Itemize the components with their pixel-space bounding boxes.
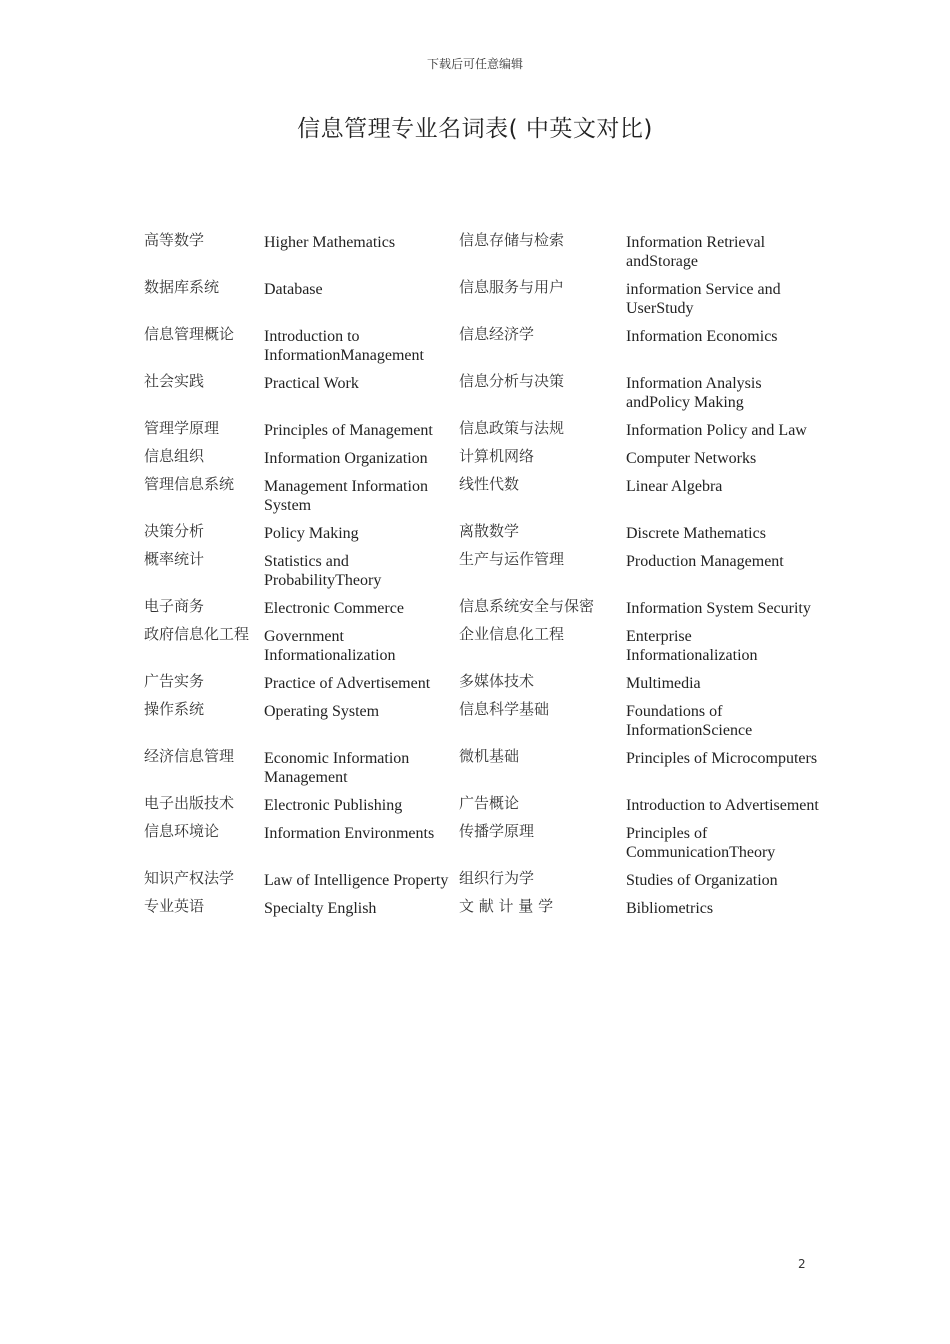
- term-english: Discrete Mathematics: [626, 525, 766, 542]
- glossary-row: [140, 547, 820, 594]
- term-chinese: 传播学原理: [459, 822, 535, 840]
- term-chinese: 概率统计: [144, 550, 205, 568]
- term-chinese: 微机基础: [459, 747, 520, 765]
- glossary-row: [140, 594, 820, 622]
- term-english: Electronic Commerce: [264, 600, 404, 617]
- term-english: Computer Networks: [626, 450, 757, 467]
- term-english: Information Retrieval andStorage: [626, 234, 766, 270]
- term-english: Multimedia: [626, 675, 701, 692]
- term-english: Principles of CommunicationTheory: [626, 825, 776, 861]
- term-chinese: 多媒体技术: [459, 672, 535, 690]
- glossary-row: [140, 894, 820, 922]
- term-english: Information System Security: [626, 600, 811, 617]
- term-english: Information Economics: [626, 328, 778, 345]
- term-chinese: 信息系统安全与保密: [459, 597, 595, 615]
- term-english: Policy Making: [264, 525, 359, 542]
- term-chinese: 信息科学基础: [459, 700, 550, 718]
- term-chinese: 信息政策与法规: [459, 419, 565, 437]
- glossary-row: [140, 444, 820, 472]
- term-english: Principles of Management: [264, 422, 433, 439]
- term-english: Principles of Microcomputers: [626, 750, 818, 767]
- term-chinese: 知识产权法学: [144, 869, 235, 887]
- glossary-row: [140, 228, 820, 275]
- term-chinese: 计算机网络: [459, 447, 535, 465]
- term-english: Bibliometrics: [626, 900, 714, 917]
- term-english: Database: [264, 281, 323, 298]
- term-chinese: 高等数学: [144, 231, 205, 249]
- glossary-row: [140, 819, 820, 866]
- glossary-row: [140, 519, 820, 547]
- glossary-table: [140, 228, 820, 922]
- glossary-row: [140, 744, 820, 791]
- term-english: Foundations of InformationScience: [626, 703, 753, 739]
- term-chinese: 管理信息系统: [144, 475, 235, 493]
- term-english: Electronic Publishing: [264, 797, 403, 814]
- term-chinese: 信息管理概论: [144, 325, 235, 343]
- term-chinese: 文 献 计 量 学: [459, 897, 554, 915]
- glossary-row: [140, 866, 820, 894]
- term-english: Production Management: [626, 553, 784, 570]
- term-english: Introduction to InformationManagement: [264, 328, 424, 364]
- term-english: Linear Algebra: [626, 478, 723, 495]
- term-english: Practice of Advertisement: [264, 675, 431, 692]
- term-english: Information Policy and Law: [626, 422, 807, 439]
- term-english: Government Informationalization: [264, 628, 396, 664]
- term-chinese: 信息服务与用户: [459, 278, 565, 296]
- term-english: Statistics and ProbabilityTheory: [264, 553, 382, 589]
- glossary-row: [140, 472, 820, 519]
- term-english: information Service and UserStudy: [626, 281, 781, 317]
- term-english: Management Information System: [264, 478, 428, 514]
- page-number: 2: [798, 1257, 806, 1271]
- term-english: Studies of Organization: [626, 872, 778, 889]
- term-chinese: 决策分析: [144, 522, 205, 540]
- term-chinese: 信息存储与检索: [459, 231, 565, 249]
- term-english: Enterprise Informationalization: [626, 628, 758, 664]
- term-chinese: 经济信息管理: [144, 747, 235, 765]
- glossary-row: [140, 322, 820, 369]
- term-chinese: 信息环境论: [144, 822, 220, 840]
- term-chinese: 电子商务: [144, 597, 205, 615]
- term-english: Introduction to Advertisement: [626, 797, 819, 814]
- glossary-row: [140, 791, 820, 819]
- term-english: Economic Information Management: [264, 750, 410, 786]
- glossary-row: [140, 275, 820, 322]
- term-english: Information Environments: [264, 825, 435, 842]
- term-chinese: 社会实践: [144, 372, 205, 390]
- term-english: Higher Mathematics: [264, 234, 396, 251]
- term-english: Information Organization: [264, 450, 428, 467]
- term-english: Operating System: [264, 703, 380, 720]
- glossary-row: [140, 369, 820, 416]
- header-note: 下载后可任意编辑: [426, 57, 523, 71]
- glossary-row: [140, 669, 820, 697]
- term-english: Specialty English: [264, 900, 377, 917]
- term-chinese: 组织行为学: [459, 869, 535, 887]
- term-chinese: 政府信息化工程: [144, 625, 250, 643]
- term-chinese: 管理学原理: [144, 419, 220, 437]
- term-chinese: 信息经济学: [459, 325, 535, 343]
- term-chinese: 线性代数: [459, 475, 520, 493]
- term-chinese: 广告实务: [144, 672, 205, 690]
- term-chinese: 操作系统: [144, 700, 205, 718]
- term-chinese: 广告概论: [459, 794, 520, 812]
- term-chinese: 生产与运作管理: [459, 550, 565, 568]
- term-chinese: 企业信息化工程: [459, 625, 565, 643]
- glossary-row: [140, 416, 820, 444]
- term-chinese: 信息组织: [144, 447, 205, 465]
- glossary-row: [140, 622, 820, 669]
- term-chinese: 专业英语: [144, 897, 205, 915]
- term-english: Law of Intelligence Property: [264, 872, 449, 889]
- term-chinese: 信息分析与决策: [459, 372, 565, 390]
- term-english: Practical Work: [264, 375, 359, 392]
- term-chinese: 数据库系统: [144, 278, 220, 296]
- page-title: 信息管理专业名词表( 中英文对比): [297, 116, 653, 142]
- glossary-row: [140, 697, 820, 744]
- term-english: Information Analysis andPolicy Making: [626, 375, 762, 411]
- term-chinese: 电子出版技术: [144, 794, 235, 812]
- term-chinese: 离散数学: [459, 522, 520, 540]
